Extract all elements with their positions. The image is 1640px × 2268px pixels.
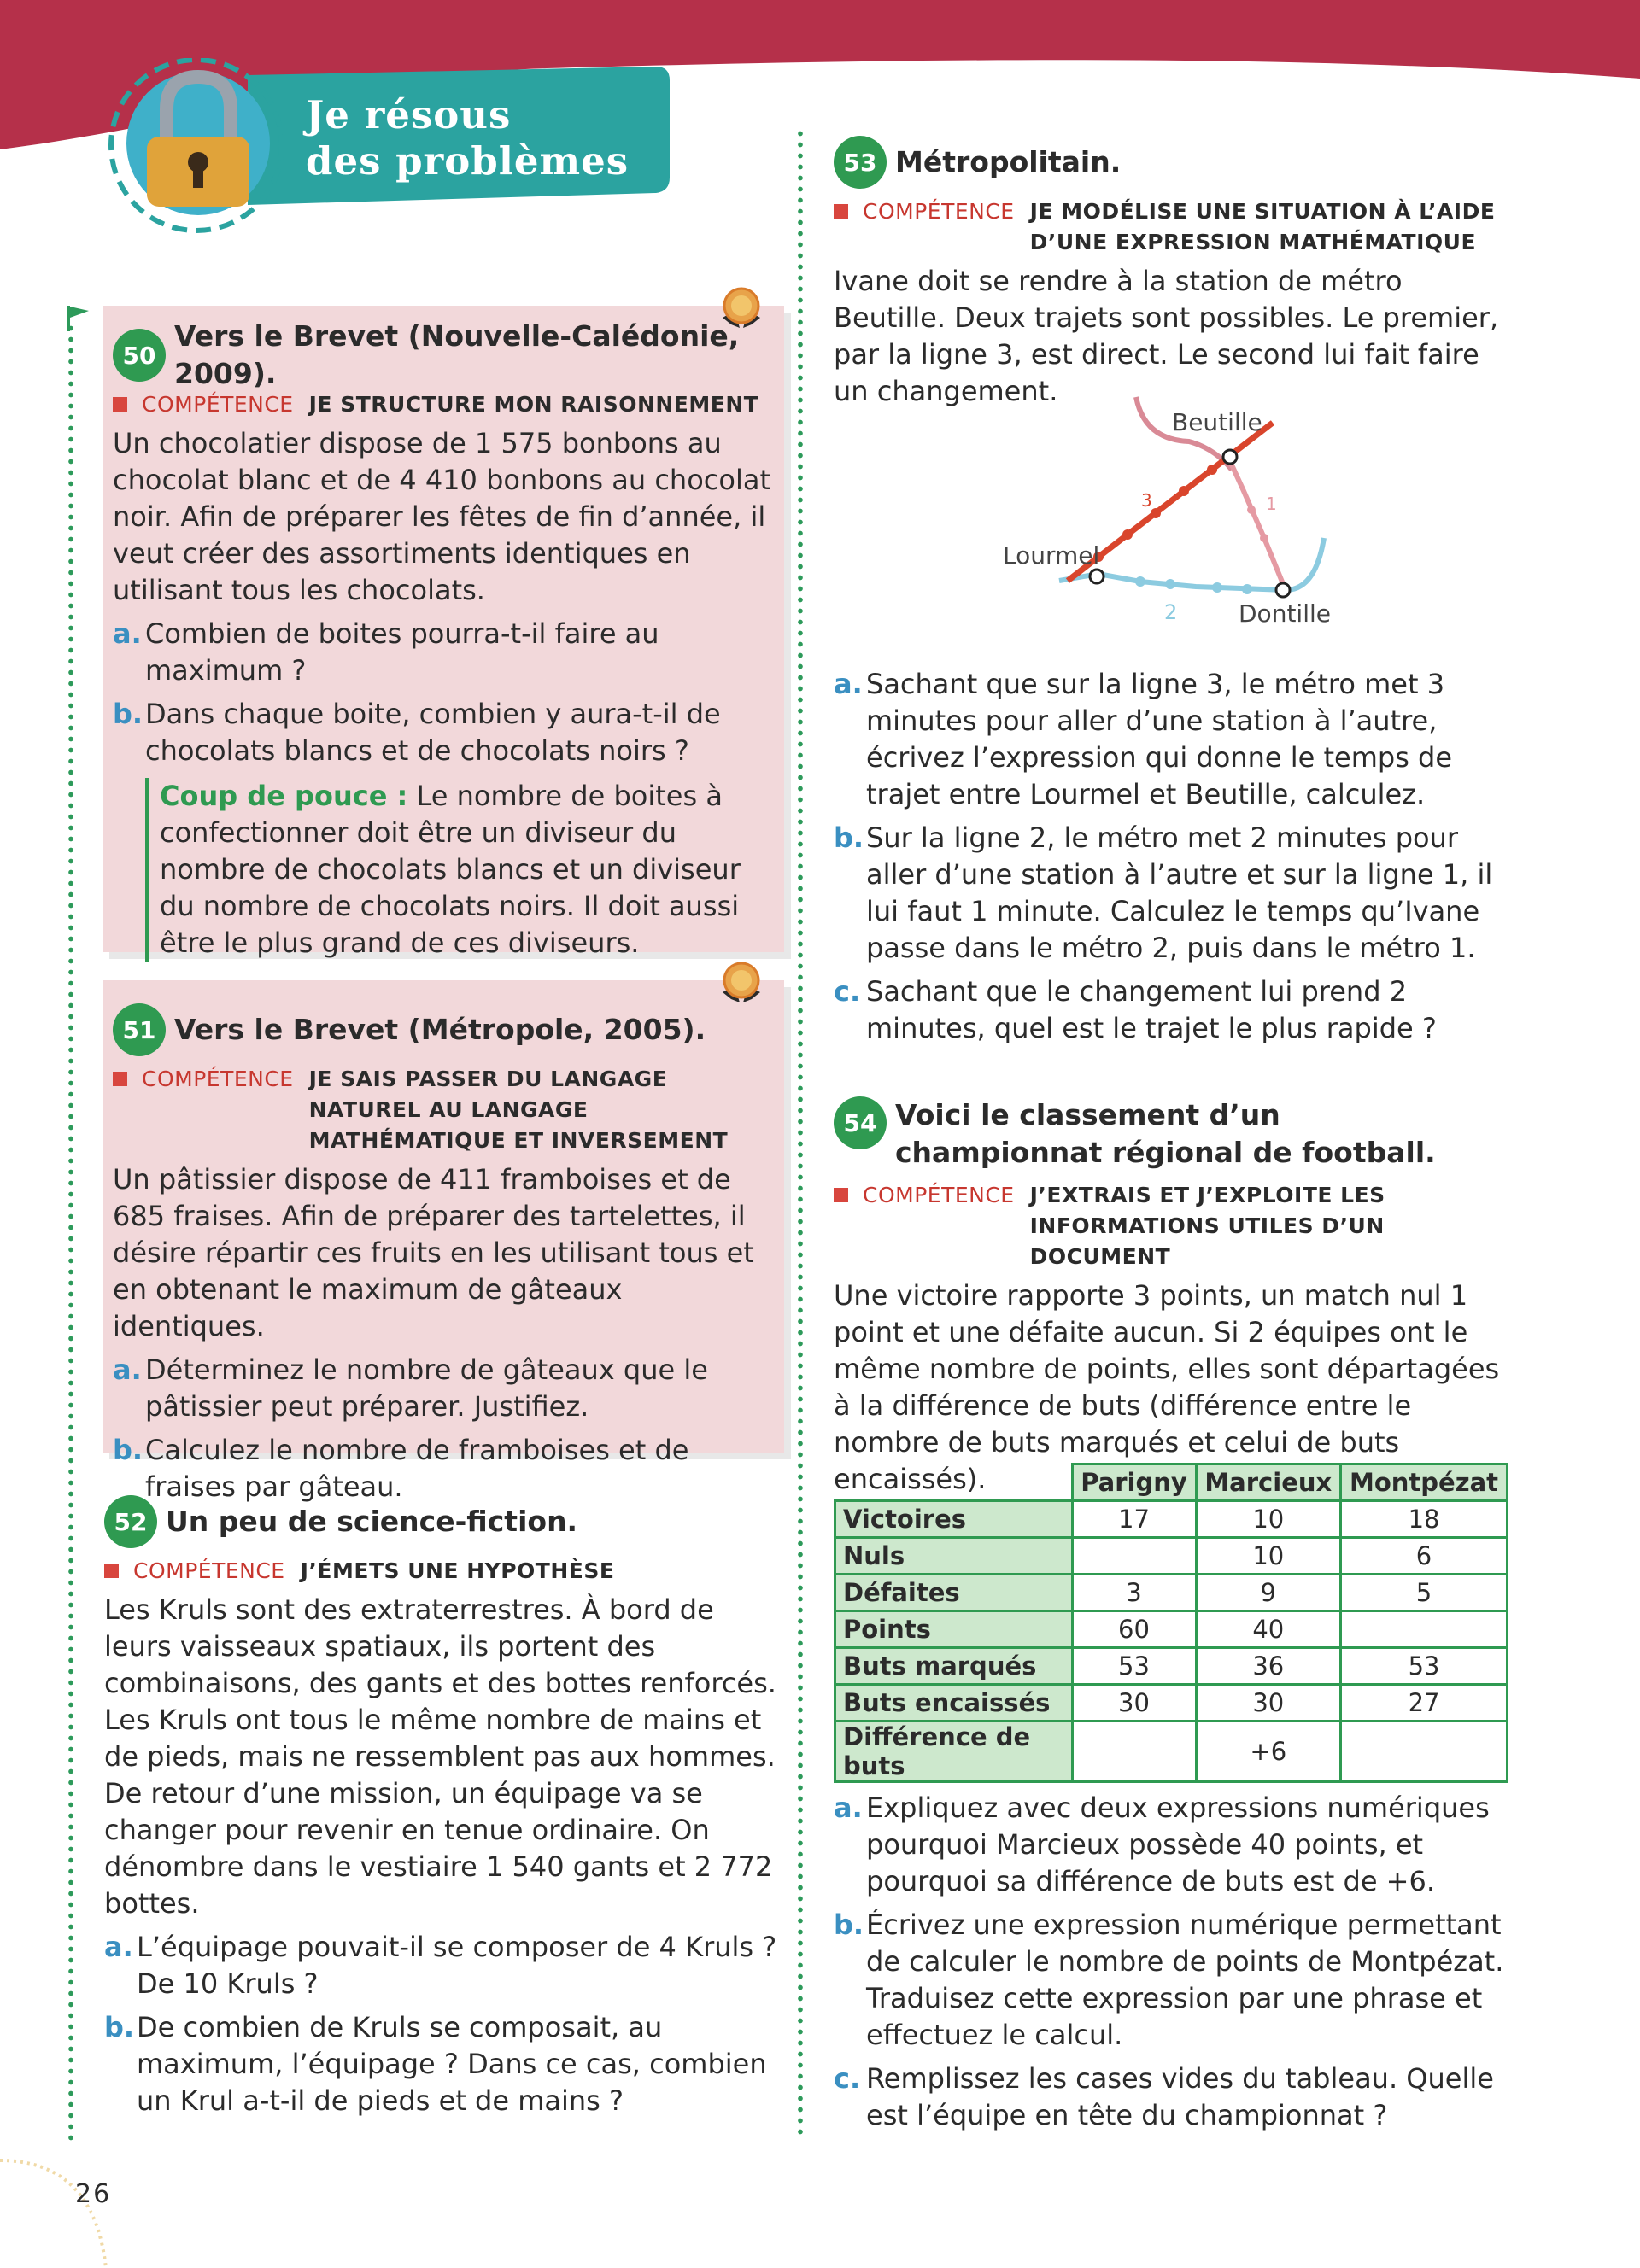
- exercise-50-text: Un chocolatier dispose de 1 575 bonbons au chocolat blanc et de 4 410 bonbons au chocolat noir. Afin de préparer les fêtes de fin d’année, il veut créer des assortiments identiques en utilisant tous les chocolats.: [113, 427, 770, 606]
- exercise-51-question-b: [113, 1432, 779, 1505]
- exercise-53-number: 53: [834, 136, 887, 189]
- metro-station: [1151, 508, 1161, 518]
- table-row: [835, 1575, 1508, 1611]
- exercise-52-title: Un peu de science-fiction.: [166, 1505, 578, 1538]
- exercise-52: [104, 1496, 788, 2119]
- question-text: De combien de Kruls se composait, au maximum, l’équipage ? Dans ce cas, combien un Krul a-t-il de pieds et de mains ?: [137, 2011, 767, 2117]
- label-beutille: Beutille: [1172, 408, 1262, 436]
- question-letter: a.: [113, 617, 142, 650]
- competence-label: COMPÉTENCE: [142, 392, 294, 417]
- row-header: Points: [835, 1611, 1073, 1648]
- competence-label: COMPÉTENCE: [142, 1067, 294, 1091]
- station-beutille: [1223, 450, 1237, 464]
- question-text: Dans chaque boite, combien y aura-t-il de chocolats blancs et de chocolats noirs ?: [145, 698, 721, 767]
- label-line-2: 2: [1164, 600, 1178, 624]
- column-header: Marcieux: [1196, 1464, 1341, 1501]
- competence-marker: [113, 1072, 127, 1086]
- section-title-line1: Je résous: [306, 92, 512, 137]
- question-letter: a.: [834, 1792, 863, 1824]
- exercise-54-question-a: [834, 1790, 1517, 1900]
- question-letter: b.: [104, 2011, 135, 2043]
- table-row: [835, 1501, 1508, 1538]
- question-letter: b.: [113, 698, 144, 730]
- table-cell: 30: [1072, 1685, 1196, 1721]
- question-letter: c.: [834, 2062, 861, 2095]
- metro-station: [1179, 486, 1189, 496]
- exercise-52-number: 52: [104, 1495, 157, 1548]
- competence-marker: [104, 1564, 119, 1578]
- question-text: Déterminez le nombre de gâteaux que le pâtissier peut préparer. Justifiez.: [145, 1353, 708, 1423]
- exercise-52-text: Les Kruls sont des extraterrestres. À bord de leurs vaisseaux spatiaux, ils portent des combinaisons, des gants et des bottes renforcés. Les Kruls ont tous le même nombre de mains et de pieds, mais ne ressemblent pas aux hommes. De retour d’une mission, un équipage va se changer pour revenir en tenue ordinaire. On dénombre dans le vestiaire 1 540 gants et 2 772 bottes.: [104, 1593, 776, 1920]
- page-corner-decoration: [0, 2152, 120, 2268]
- exercise-51-competence: [113, 1064, 779, 1156]
- table-header-row: [835, 1464, 1508, 1501]
- exercise-54-title: Voici le classement d’un championnat régional de football.: [895, 1098, 1436, 1169]
- table-cell: 60: [1072, 1611, 1196, 1648]
- row-header: Nuls: [835, 1538, 1073, 1575]
- question-letter: b.: [113, 1434, 144, 1466]
- question-text: Sachant que le changement lui prend 2 minutes, quel est le trajet le plus rapide ?: [866, 975, 1437, 1044]
- competence-marker: [834, 1188, 848, 1202]
- table-cell: +6: [1196, 1721, 1341, 1782]
- competence-marker: [113, 397, 127, 412]
- flag-icon: [60, 304, 94, 333]
- table-cell: 17: [1072, 1501, 1196, 1538]
- question-letter: c.: [834, 975, 861, 1008]
- medal-icon: [716, 960, 767, 1011]
- page-number: 26: [75, 2179, 112, 2209]
- exercise-53-question-c: [834, 973, 1517, 1047]
- column-header: Parigny: [1072, 1464, 1196, 1501]
- station-dontille: [1276, 583, 1290, 597]
- competence-text: J’ÉMETS UNE HYPOTHÈSE: [300, 1558, 615, 1583]
- table-cell: 10: [1196, 1501, 1341, 1538]
- table-cell: 53: [1341, 1648, 1508, 1685]
- table-row: [835, 1611, 1508, 1648]
- exercise-53: [834, 137, 1517, 410]
- competence-text: JE SAIS PASSER DU LANGAGE NATUREL AU LANGAGE MATHÉMATIQUE ET INVERSEMENT: [308, 1067, 729, 1153]
- question-text: Écrivez une expression numérique permettant de calculer le nombre de points de Montpézat. Traduisez cette expression par une phrase et effectuez le calcul.: [866, 1909, 1504, 2051]
- table-cell: [1341, 1721, 1508, 1782]
- competence-text: JE STRUCTURE MON RAISONNEMENT: [308, 392, 759, 417]
- question-text: Combien de boites pourra-t-il faire au maximum ?: [145, 617, 659, 687]
- exercise-54-question-b: [834, 1907, 1517, 2054]
- competence-marker: [834, 204, 848, 219]
- exercise-53-question-a: [834, 666, 1517, 813]
- question-letter: a.: [113, 1353, 142, 1386]
- exercise-50-hint: [145, 778, 779, 962]
- table-cell: 5: [1341, 1575, 1508, 1611]
- question-text: L’équipage pouvait-il se composer de 4 Kruls ? De 10 Kruls ?: [137, 1931, 777, 2000]
- exercise-51-title: Vers le Brevet (Métropole, 2005).: [174, 1013, 706, 1046]
- row-header: Buts marqués: [835, 1648, 1073, 1685]
- exercise-50-title: Vers le Brevet (Nouvelle-Calédonie, 2009).: [174, 319, 740, 390]
- exercise-51-number: 51: [113, 1003, 166, 1056]
- section-title: [306, 92, 682, 184]
- metro-station: [1260, 534, 1268, 542]
- exercise-54: [834, 1096, 1517, 1498]
- label-line-3: 3: [1141, 490, 1152, 511]
- label-line-1: 1: [1266, 494, 1277, 514]
- exercise-50: [113, 319, 779, 962]
- table-cell: 40: [1196, 1611, 1341, 1648]
- table-cell: 30: [1196, 1685, 1341, 1721]
- row-header: Buts encaissés: [835, 1685, 1073, 1721]
- exercise-51-question-a: [113, 1352, 779, 1425]
- exercise-54-number: 54: [834, 1096, 887, 1149]
- exercise-53-questions: [834, 659, 1517, 1047]
- table-cell: [1072, 1721, 1196, 1782]
- exercise-53-title: Métropolitain.: [895, 145, 1122, 178]
- table-row: [835, 1721, 1508, 1782]
- row-header: Différence de buts: [835, 1721, 1073, 1782]
- exercise-50-competence: [113, 389, 779, 420]
- column-header: Montpézat: [1341, 1464, 1508, 1501]
- question-letter: a.: [834, 668, 863, 700]
- metro-station: [1135, 576, 1145, 587]
- question-text: Remplissez les cases vides du tableau. Quelle est l’équipe en tête du championnat ?: [866, 2062, 1494, 2131]
- exercise-54-competence: [834, 1180, 1517, 1272]
- hint-label: Coup de pouce :: [160, 780, 408, 812]
- question-text: Calculez le nombre de framboises et de fraises par gâteau.: [145, 1434, 689, 1503]
- exercise-51-text: Un pâtissier dispose de 411 framboises et de 685 fraises. Afin de préparer des tartelettes, il désire répartir ces fruits en les utilisant tous et en obtenant le maximum de gâteaux identiques.: [113, 1163, 754, 1342]
- exercise-53-competence: [834, 196, 1517, 258]
- table-cell: 18: [1341, 1501, 1508, 1538]
- row-header: Victoires: [835, 1501, 1073, 1538]
- table-row: [835, 1648, 1508, 1685]
- exercise-50-question-b: [113, 696, 779, 769]
- competence-label: COMPÉTENCE: [863, 199, 1015, 224]
- question-letter: b.: [834, 1909, 864, 1941]
- championship-table: [834, 1463, 1508, 1783]
- left-dotted-rail: [68, 323, 73, 2142]
- exercise-52-competence: [104, 1556, 788, 1587]
- table-cell: 6: [1341, 1538, 1508, 1575]
- question-text: Sachant que sur la ligne 3, le métro met 3 minutes pour aller d’une station à l’autre, écrivez l’expression qui donne le temps de trajet entre Lourmel et Beutille, calculez.: [866, 668, 1453, 810]
- table-cell: 36: [1196, 1648, 1341, 1685]
- question-text: Expliquez avec deux expressions numériques pourquoi Marcieux possède 40 points, et pourquoi sa différence de buts est de +6.: [866, 1792, 1490, 1897]
- exercise-53-question-b: [834, 820, 1517, 967]
- station-lourmel: [1090, 570, 1104, 583]
- table-cell: 9: [1196, 1575, 1341, 1611]
- section-title-line2: des problèmes: [306, 138, 630, 184]
- label-dontille: Dontille: [1239, 599, 1331, 628]
- center-dotted-rail: [798, 128, 803, 2139]
- competence-text: J’EXTRAIS ET J’EXPLOITE LES INFORMATIONS UTILES D’UN DOCUMENT: [1029, 1183, 1385, 1269]
- table-cell: [1341, 1611, 1508, 1648]
- metro-line-1: [1230, 461, 1286, 590]
- table-row: [835, 1538, 1508, 1575]
- table-cell: [1072, 1538, 1196, 1575]
- metro-station: [1207, 465, 1217, 475]
- question-letter: b.: [834, 821, 864, 854]
- competence-label: COMPÉTENCE: [133, 1558, 285, 1583]
- exercise-51: [113, 1004, 779, 1505]
- question-text: Sur la ligne 2, le métro met 2 minutes pour aller d’une station à l’autre et sur la ligne 1, il lui faut 1 minute. Calculez le temps qu’Ivane passe dans le métro 2, puis dans le métro 1.: [866, 821, 1493, 964]
- table-cell: 3: [1072, 1575, 1196, 1611]
- table-cell: 53: [1072, 1648, 1196, 1685]
- exercise-50-question-a: [113, 616, 779, 689]
- exercise-50-number: 50: [113, 329, 166, 382]
- metro-station: [1212, 582, 1222, 593]
- row-header: Défaites: [835, 1575, 1073, 1611]
- metro-station: [1165, 579, 1175, 589]
- competence-label: COMPÉTENCE: [863, 1183, 1015, 1207]
- metro-map: [991, 389, 1384, 645]
- question-letter: a.: [104, 1931, 133, 1963]
- exercise-54-text: Une victoire rapporte 3 points, un match nul 1 point et une défaite aucun. Si 2 équipes ont le même nombre de points, elles sont départagées à la différence de buts (différence entre le nombre de buts marqués et celui de buts encaissés).: [834, 1279, 1500, 1495]
- table-corner: [835, 1464, 1073, 1501]
- hint-text: Le nombre de boites à confectionner doit être un diviseur du nombre de chocolats blancs et un diviseur du nombre de chocolats noirs. Il doit aussi être le plus grand de ces diviseurs.: [160, 780, 741, 959]
- label-lourmel: Lourmel: [1003, 541, 1100, 570]
- table-cell: 10: [1196, 1538, 1341, 1575]
- table-row: [835, 1685, 1508, 1721]
- exercise-52-question-a: [104, 1929, 788, 2002]
- exercise-54-question-c: [834, 2060, 1517, 2134]
- exercise-53-text: Ivane doit se rendre à la station de métro Beutille. Deux trajets sont possibles. Le premier, par la ligne 3, est direct. Le second lui fait faire un changement.: [834, 265, 1499, 407]
- metro-station: [1247, 506, 1256, 514]
- metro-station: [1242, 584, 1252, 594]
- competence-text: JE MODÉLISE UNE SITUATION À L’AIDE D’UNE EXPRESSION MATHÉMATIQUE: [1029, 199, 1496, 254]
- exercise-52-question-b: [104, 2009, 788, 2119]
- exercise-54-questions: [834, 1783, 1517, 2134]
- metro-station: [1122, 529, 1133, 540]
- table-cell: 27: [1341, 1685, 1508, 1721]
